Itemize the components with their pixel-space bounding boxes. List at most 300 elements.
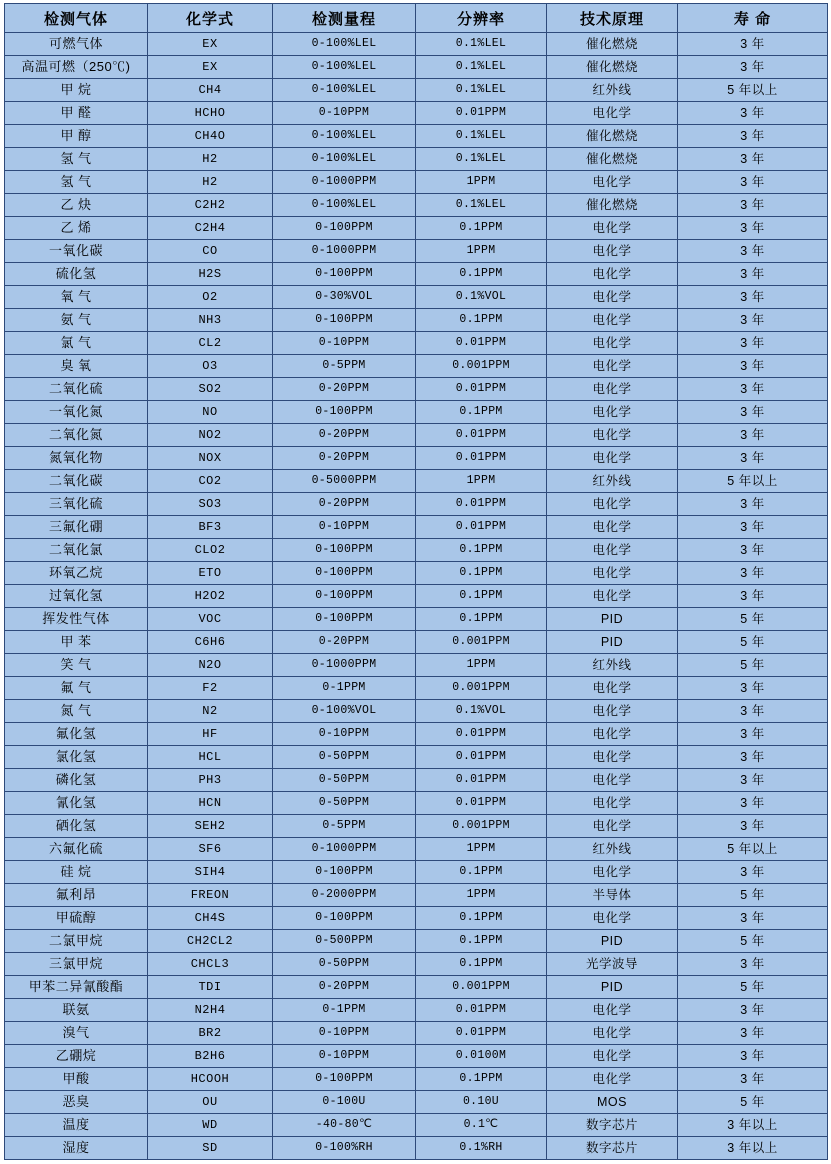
cell-resolution: 0.1PPM	[416, 953, 547, 976]
column-header-resolution: 分辨率	[416, 4, 547, 33]
cell-range: 0-100PPM	[273, 1068, 416, 1091]
cell-gas: 挥发性气体	[5, 608, 148, 631]
cell-life: 3 年	[678, 861, 828, 884]
cell-range: 0-30%VOL	[273, 286, 416, 309]
cell-resolution: 1PPM	[416, 240, 547, 263]
cell-gas: 恶臭	[5, 1091, 148, 1114]
cell-resolution: 0.1%LEL	[416, 56, 547, 79]
cell-range: 0-100U	[273, 1091, 416, 1114]
cell-formula: BR2	[148, 1022, 273, 1045]
cell-principle: 电化学	[547, 1068, 678, 1091]
cell-resolution: 0.1PPM	[416, 861, 547, 884]
cell-range: 0-1PPM	[273, 677, 416, 700]
cell-gas: 硫化氢	[5, 263, 148, 286]
cell-principle: 电化学	[547, 999, 678, 1022]
cell-resolution: 0.1PPM	[416, 263, 547, 286]
cell-resolution: 0.01PPM	[416, 723, 547, 746]
table-row	[5, 148, 828, 171]
table-row	[5, 953, 828, 976]
cell-range: 0-100PPM	[273, 608, 416, 631]
cell-formula: H2O2	[148, 585, 273, 608]
table-row	[5, 677, 828, 700]
table-row	[5, 102, 828, 125]
cell-principle: 电化学	[547, 516, 678, 539]
cell-formula: SO3	[148, 493, 273, 516]
cell-formula: NO2	[148, 424, 273, 447]
cell-principle: 电化学	[547, 539, 678, 562]
cell-principle: MOS	[547, 1091, 678, 1114]
table-row	[5, 1068, 828, 1091]
cell-principle: 电化学	[547, 562, 678, 585]
cell-range: 0-10PPM	[273, 723, 416, 746]
cell-gas: 磷化氢	[5, 769, 148, 792]
cell-formula: N2H4	[148, 999, 273, 1022]
cell-life: 3 年	[678, 447, 828, 470]
cell-resolution: 0.01PPM	[416, 792, 547, 815]
table-row	[5, 447, 828, 470]
cell-life: 3 年	[678, 723, 828, 746]
table-header-row	[5, 4, 828, 33]
cell-resolution: 0.1%LEL	[416, 125, 547, 148]
cell-gas: 三氯甲烷	[5, 953, 148, 976]
cell-gas: 甲 苯	[5, 631, 148, 654]
cell-range: 0-10PPM	[273, 1022, 416, 1045]
table-row	[5, 999, 828, 1022]
cell-formula: VOC	[148, 608, 273, 631]
cell-range: 0-20PPM	[273, 631, 416, 654]
cell-resolution: 0.01PPM	[416, 102, 547, 125]
cell-principle: 电化学	[547, 401, 678, 424]
cell-range: 0-20PPM	[273, 378, 416, 401]
cell-principle: 电化学	[547, 723, 678, 746]
cell-range: 0-100PPM	[273, 309, 416, 332]
cell-gas: 二氯甲烷	[5, 930, 148, 953]
cell-life: 3 年	[678, 148, 828, 171]
cell-gas: 二氧化氯	[5, 539, 148, 562]
cell-gas: 一氧化碳	[5, 240, 148, 263]
cell-formula: EX	[148, 56, 273, 79]
cell-gas: 联氨	[5, 999, 148, 1022]
cell-resolution: 0.001PPM	[416, 976, 547, 999]
cell-formula: N2O	[148, 654, 273, 677]
cell-life: 3 年	[678, 194, 828, 217]
table-row	[5, 838, 828, 861]
cell-gas: 甲酸	[5, 1068, 148, 1091]
cell-life: 5 年	[678, 884, 828, 907]
cell-resolution: 0.01PPM	[416, 1022, 547, 1045]
cell-resolution: 0.1%LEL	[416, 148, 547, 171]
cell-life: 5 年	[678, 930, 828, 953]
cell-principle: 电化学	[547, 815, 678, 838]
cell-formula: F2	[148, 677, 273, 700]
cell-formula: SEH2	[148, 815, 273, 838]
cell-life: 3 年	[678, 263, 828, 286]
cell-gas: 氟利昂	[5, 884, 148, 907]
table-row	[5, 976, 828, 999]
cell-resolution: 0.1PPM	[416, 585, 547, 608]
cell-resolution: 0.1%LEL	[416, 33, 547, 56]
table-row	[5, 792, 828, 815]
cell-life: 3 年	[678, 378, 828, 401]
cell-resolution: 0.1PPM	[416, 930, 547, 953]
cell-principle: 电化学	[547, 263, 678, 286]
gas-detection-table	[4, 3, 828, 1160]
cell-formula: NO	[148, 401, 273, 424]
cell-gas: 氨 气	[5, 309, 148, 332]
cell-gas: 硅 烷	[5, 861, 148, 884]
cell-formula: H2	[148, 171, 273, 194]
cell-resolution: 0.1%VOL	[416, 286, 547, 309]
cell-gas: 二氧化氮	[5, 424, 148, 447]
table-row	[5, 516, 828, 539]
table-row	[5, 930, 828, 953]
cell-life: 3 年	[678, 355, 828, 378]
table-row	[5, 493, 828, 516]
cell-principle: 电化学	[547, 677, 678, 700]
cell-life: 3 年	[678, 769, 828, 792]
table-row	[5, 585, 828, 608]
cell-formula: SF6	[148, 838, 273, 861]
cell-life: 3 年	[678, 493, 828, 516]
table-row	[5, 654, 828, 677]
cell-formula: H2	[148, 148, 273, 171]
cell-range: 0-10PPM	[273, 102, 416, 125]
table-row	[5, 1137, 828, 1160]
cell-range: 0-100%LEL	[273, 56, 416, 79]
cell-resolution: 0.01PPM	[416, 516, 547, 539]
cell-gas: 乙硼烷	[5, 1045, 148, 1068]
cell-gas: 二氧化碳	[5, 470, 148, 493]
cell-life: 3 年	[678, 539, 828, 562]
cell-gas: 溴气	[5, 1022, 148, 1045]
cell-life: 5 年	[678, 1091, 828, 1114]
cell-resolution: 0.1PPM	[416, 562, 547, 585]
cell-formula: HCN	[148, 792, 273, 815]
cell-range: 0-1000PPM	[273, 654, 416, 677]
cell-gas: 硒化氢	[5, 815, 148, 838]
cell-range: 0-5000PPM	[273, 470, 416, 493]
cell-resolution: 1PPM	[416, 470, 547, 493]
cell-gas: 乙 烯	[5, 217, 148, 240]
table-row	[5, 1114, 828, 1137]
cell-life: 3 年	[678, 102, 828, 125]
cell-formula: CLO2	[148, 539, 273, 562]
cell-formula: TDI	[148, 976, 273, 999]
cell-principle: 红外线	[547, 79, 678, 102]
cell-resolution: 0.0100M	[416, 1045, 547, 1068]
cell-life: 3 年	[678, 516, 828, 539]
cell-resolution: 0.1%LEL	[416, 194, 547, 217]
cell-principle: 电化学	[547, 792, 678, 815]
cell-life: 3 年	[678, 424, 828, 447]
cell-range: 0-100%LEL	[273, 125, 416, 148]
cell-life: 3 年	[678, 815, 828, 838]
cell-gas: 甲 醇	[5, 125, 148, 148]
cell-gas: 氯 气	[5, 332, 148, 355]
table-row	[5, 746, 828, 769]
cell-gas: 氟 气	[5, 677, 148, 700]
cell-life: 3 年	[678, 953, 828, 976]
cell-formula: BF3	[148, 516, 273, 539]
cell-life: 5 年	[678, 608, 828, 631]
cell-life: 3 年	[678, 700, 828, 723]
cell-resolution: 0.01PPM	[416, 378, 547, 401]
cell-gas: 氰化氢	[5, 792, 148, 815]
cell-life: 3 年	[678, 309, 828, 332]
cell-principle: PID	[547, 631, 678, 654]
cell-resolution: 0.1%RH	[416, 1137, 547, 1160]
table-row	[5, 1091, 828, 1114]
cell-gas: 氮 气	[5, 700, 148, 723]
cell-formula: NH3	[148, 309, 273, 332]
cell-gas: 氢 气	[5, 148, 148, 171]
cell-formula: CH4S	[148, 907, 273, 930]
cell-resolution: 0.001PPM	[416, 677, 547, 700]
cell-range: 0-20PPM	[273, 976, 416, 999]
cell-principle: 电化学	[547, 102, 678, 125]
table-row	[5, 723, 828, 746]
cell-gas: 笑 气	[5, 654, 148, 677]
cell-life: 3 年	[678, 33, 828, 56]
table-row	[5, 470, 828, 493]
cell-resolution: 0.01PPM	[416, 746, 547, 769]
cell-resolution: 0.1PPM	[416, 401, 547, 424]
cell-principle: 电化学	[547, 907, 678, 930]
cell-range: 0-100PPM	[273, 217, 416, 240]
table-row	[5, 56, 828, 79]
cell-gas: 六氟化硫	[5, 838, 148, 861]
table-row	[5, 332, 828, 355]
cell-formula: PH3	[148, 769, 273, 792]
cell-gas: 高温可燃（250℃)	[5, 56, 148, 79]
table-row	[5, 1045, 828, 1068]
cell-range: 0-50PPM	[273, 792, 416, 815]
table-row	[5, 217, 828, 240]
cell-range: 0-5PPM	[273, 355, 416, 378]
cell-resolution: 0.1PPM	[416, 539, 547, 562]
cell-gas: 甲 醛	[5, 102, 148, 125]
cell-gas: 可燃气体	[5, 33, 148, 56]
cell-principle: 催化燃烧	[547, 56, 678, 79]
cell-range: 0-100PPM	[273, 263, 416, 286]
table-row	[5, 700, 828, 723]
cell-formula: C2H4	[148, 217, 273, 240]
table-body	[5, 33, 828, 1160]
cell-gas: 乙 炔	[5, 194, 148, 217]
cell-life: 5 年	[678, 631, 828, 654]
cell-gas: 二氧化硫	[5, 378, 148, 401]
cell-formula: OU	[148, 1091, 273, 1114]
cell-resolution: 0.1℃	[416, 1114, 547, 1137]
cell-principle: 电化学	[547, 746, 678, 769]
column-header-range: 检测量程	[273, 4, 416, 33]
cell-range: 0-500PPM	[273, 930, 416, 953]
cell-resolution: 0.001PPM	[416, 631, 547, 654]
cell-formula: CH2CL2	[148, 930, 273, 953]
cell-gas: 过氧化氢	[5, 585, 148, 608]
cell-life: 3 年	[678, 401, 828, 424]
cell-resolution: 0.1%VOL	[416, 700, 547, 723]
cell-formula: CL2	[148, 332, 273, 355]
cell-gas: 一氧化氮	[5, 401, 148, 424]
cell-life: 3 年	[678, 907, 828, 930]
cell-life: 3 年	[678, 585, 828, 608]
cell-formula: HCL	[148, 746, 273, 769]
column-header-formula: 化学式	[148, 4, 273, 33]
cell-range: 0-50PPM	[273, 769, 416, 792]
cell-principle: 电化学	[547, 217, 678, 240]
table-row	[5, 608, 828, 631]
cell-range: 0-20PPM	[273, 424, 416, 447]
cell-gas: 甲硫醇	[5, 907, 148, 930]
cell-formula: C6H6	[148, 631, 273, 654]
cell-formula: SIH4	[148, 861, 273, 884]
cell-life: 3 年以上	[678, 1137, 828, 1160]
cell-range: 0-100%LEL	[273, 33, 416, 56]
cell-formula: ETO	[148, 562, 273, 585]
cell-gas: 三氧化硫	[5, 493, 148, 516]
cell-formula: HCHO	[148, 102, 273, 125]
cell-range: 0-100PPM	[273, 907, 416, 930]
cell-resolution: 0.10U	[416, 1091, 547, 1114]
cell-life: 3 年	[678, 1022, 828, 1045]
cell-life: 3 年	[678, 746, 828, 769]
cell-resolution: 1PPM	[416, 838, 547, 861]
cell-principle: 红外线	[547, 838, 678, 861]
cell-principle: 电化学	[547, 700, 678, 723]
cell-gas: 氢 气	[5, 171, 148, 194]
cell-formula: SO2	[148, 378, 273, 401]
cell-resolution: 0.01PPM	[416, 999, 547, 1022]
table-row	[5, 815, 828, 838]
cell-range: 0-100PPM	[273, 562, 416, 585]
cell-principle: 数字芯片	[547, 1114, 678, 1137]
cell-gas: 甲 烷	[5, 79, 148, 102]
cell-life: 5 年以上	[678, 838, 828, 861]
cell-range: 0-100PPM	[273, 585, 416, 608]
cell-range: 0-1000PPM	[273, 240, 416, 263]
cell-principle: 电化学	[547, 585, 678, 608]
cell-resolution: 0.001PPM	[416, 355, 547, 378]
cell-principle: 电化学	[547, 332, 678, 355]
table-row	[5, 769, 828, 792]
table-row	[5, 539, 828, 562]
cell-principle: 催化燃烧	[547, 125, 678, 148]
cell-range: 0-100%LEL	[273, 79, 416, 102]
table-row	[5, 171, 828, 194]
table-row	[5, 907, 828, 930]
cell-range: 0-5PPM	[273, 815, 416, 838]
cell-gas: 环氧乙烷	[5, 562, 148, 585]
table-row	[5, 861, 828, 884]
cell-formula: EX	[148, 33, 273, 56]
column-header-life: 寿 命	[678, 4, 828, 33]
cell-range: 0-20PPM	[273, 493, 416, 516]
cell-life: 3 年	[678, 217, 828, 240]
cell-principle: 电化学	[547, 769, 678, 792]
table-row	[5, 33, 828, 56]
table-row	[5, 1022, 828, 1045]
cell-formula: WD	[148, 1114, 273, 1137]
cell-formula: O2	[148, 286, 273, 309]
cell-range: 0-100%VOL	[273, 700, 416, 723]
cell-principle: 催化燃烧	[547, 33, 678, 56]
cell-range: 0-1PPM	[273, 999, 416, 1022]
cell-principle: 红外线	[547, 654, 678, 677]
cell-principle: 催化燃烧	[547, 194, 678, 217]
cell-range: 0-100PPM	[273, 539, 416, 562]
cell-principle: 电化学	[547, 861, 678, 884]
cell-range: 0-100PPM	[273, 861, 416, 884]
cell-gas: 温度	[5, 1114, 148, 1137]
cell-formula: CO2	[148, 470, 273, 493]
table-row	[5, 79, 828, 102]
cell-gas: 氯化氢	[5, 746, 148, 769]
column-header-principle: 技术原理	[547, 4, 678, 33]
cell-gas: 臭 氧	[5, 355, 148, 378]
cell-principle: 红外线	[547, 470, 678, 493]
table-row	[5, 378, 828, 401]
table-row	[5, 424, 828, 447]
cell-range: 0-1000PPM	[273, 838, 416, 861]
cell-formula: NOX	[148, 447, 273, 470]
cell-principle: 电化学	[547, 1022, 678, 1045]
cell-formula: HF	[148, 723, 273, 746]
cell-range: 0-50PPM	[273, 953, 416, 976]
table-row	[5, 309, 828, 332]
cell-resolution: 0.01PPM	[416, 769, 547, 792]
cell-life: 5 年以上	[678, 79, 828, 102]
cell-principle: 电化学	[547, 424, 678, 447]
cell-life: 3 年以上	[678, 1114, 828, 1137]
cell-life: 3 年	[678, 562, 828, 585]
cell-principle: 电化学	[547, 1045, 678, 1068]
cell-principle: 电化学	[547, 171, 678, 194]
cell-formula: CH4	[148, 79, 273, 102]
cell-gas: 氮氧化物	[5, 447, 148, 470]
table-row	[5, 125, 828, 148]
table-row	[5, 884, 828, 907]
cell-range: 0-20PPM	[273, 447, 416, 470]
cell-principle: 电化学	[547, 355, 678, 378]
cell-formula: SD	[148, 1137, 273, 1160]
cell-life: 3 年	[678, 677, 828, 700]
table-row	[5, 286, 828, 309]
cell-resolution: 0.001PPM	[416, 815, 547, 838]
cell-life: 3 年	[678, 286, 828, 309]
column-header-gas: 检测气体	[5, 4, 148, 33]
cell-range: 0-50PPM	[273, 746, 416, 769]
cell-principle: 催化燃烧	[547, 148, 678, 171]
cell-principle: PID	[547, 976, 678, 999]
cell-life: 3 年	[678, 999, 828, 1022]
cell-formula: H2S	[148, 263, 273, 286]
cell-resolution: 1PPM	[416, 171, 547, 194]
cell-range: 0-1000PPM	[273, 171, 416, 194]
cell-resolution: 0.01PPM	[416, 447, 547, 470]
cell-formula: CHCL3	[148, 953, 273, 976]
table-row	[5, 194, 828, 217]
cell-resolution: 0.1PPM	[416, 217, 547, 240]
cell-gas: 湿度	[5, 1137, 148, 1160]
cell-formula: B2H6	[148, 1045, 273, 1068]
cell-life: 3 年	[678, 171, 828, 194]
cell-life: 5 年以上	[678, 470, 828, 493]
cell-resolution: 0.01PPM	[416, 332, 547, 355]
cell-resolution: 0.1PPM	[416, 907, 547, 930]
cell-principle: PID	[547, 608, 678, 631]
cell-range: 0-2000PPM	[273, 884, 416, 907]
